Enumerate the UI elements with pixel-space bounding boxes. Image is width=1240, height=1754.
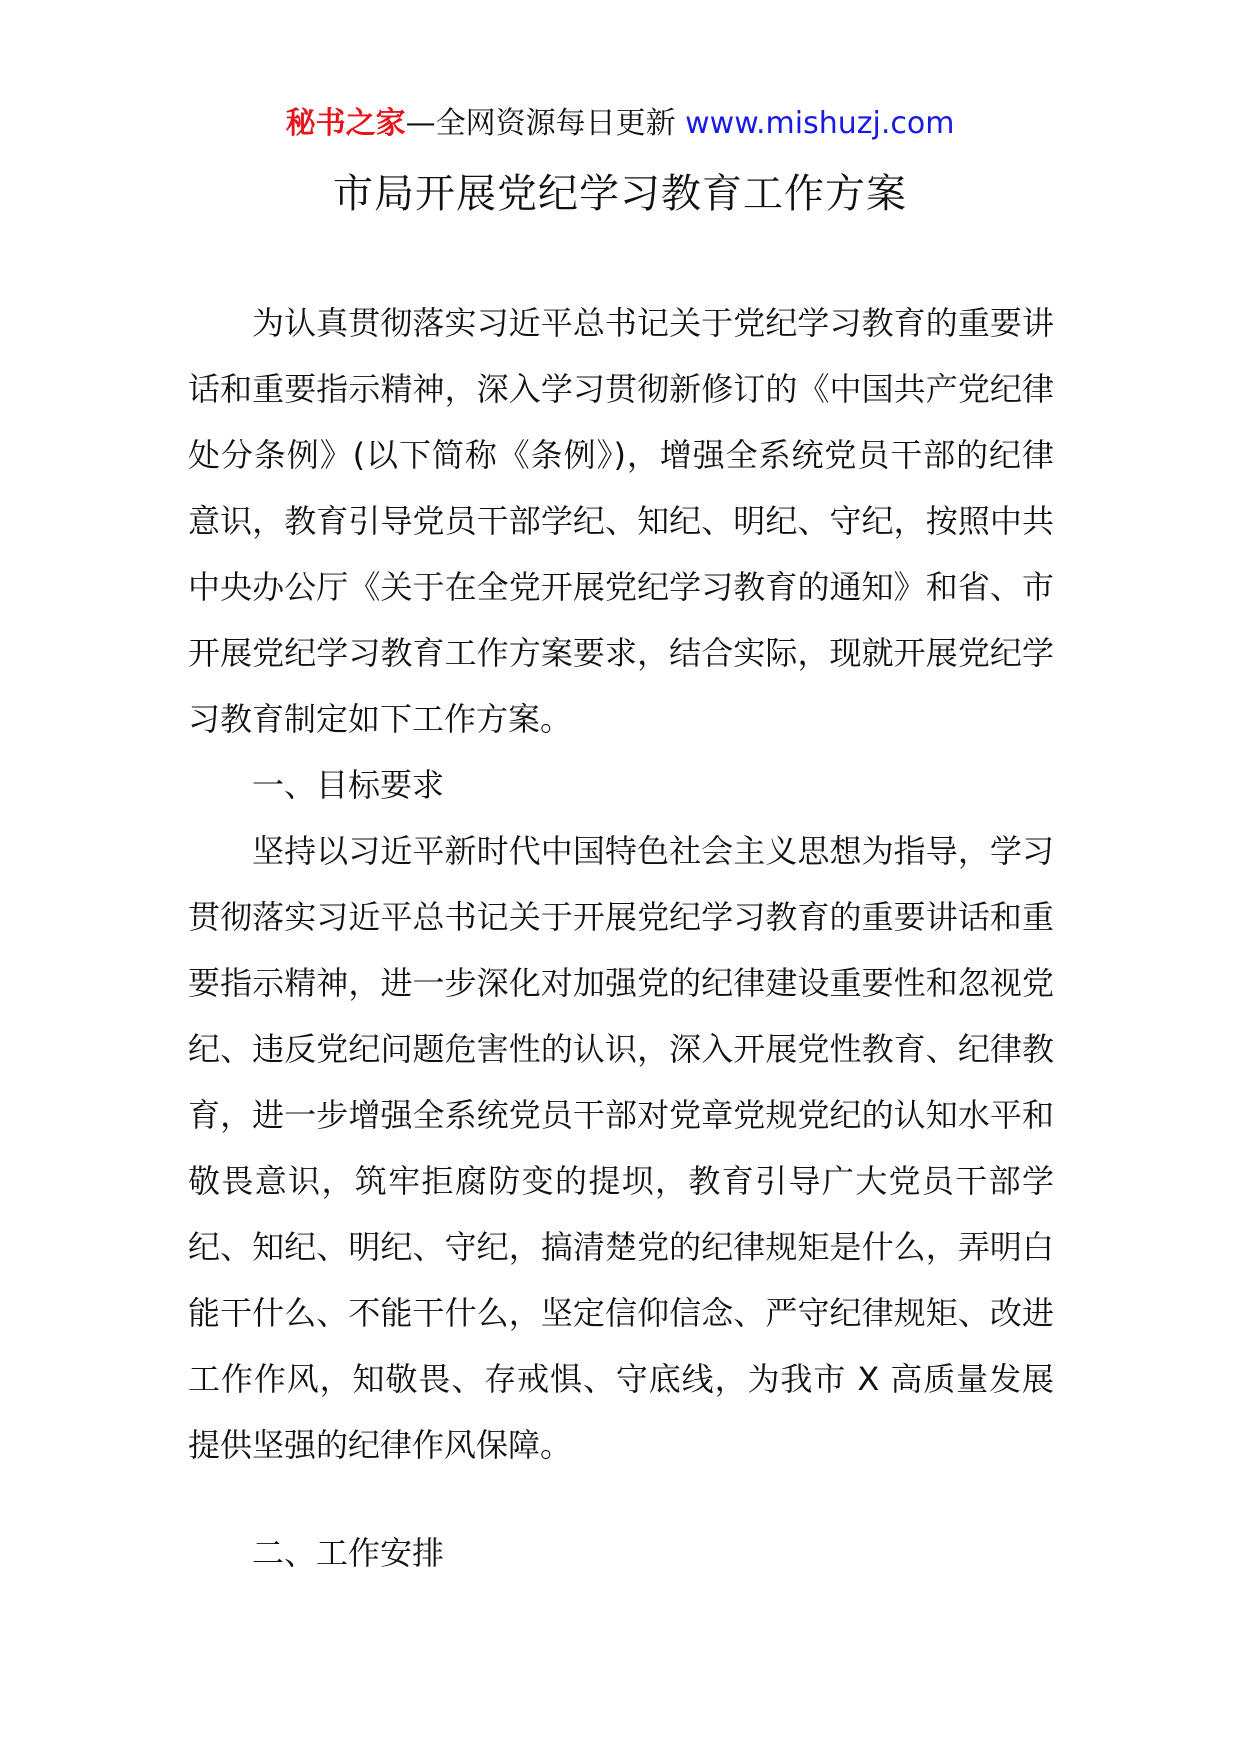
document-title: 市局开展党纪学习教育工作方案: [333, 171, 907, 217]
brand-name: 秘书之家: [285, 106, 406, 141]
site-header: [0, 104, 1240, 144]
goals-paragraph: 坚持以习近平新时代中国特色社会主义思想为指导，学习贯彻落实习近平总书记关于开展党纪学习教育的重要讲话和重要指示精神，进一步深化对加强党的纪律建设重要性和忽视党纪、违反党纪问题危害性的认识，深入开展党性教育、纪律教育，进一步增强全系统党员干部对党章党规党纪的认知水平和敬畏意识，筑牢拒腐防变的提坝，教育引导广大党员干部学纪、知纪、明纪、守纪，搞清楚党的纪律规矩是什么，弄明白能干什么、不能干什么，坚定信仰信念、严守纪律规矩、改进工作作风，知敬畏、存戒惧、守底线，为我市 X 高质量发展提供坚强的纪律作风保障。: [188, 832, 1054, 1464]
section-heading-work-arrangement: 二、工作安排: [252, 1534, 445, 1572]
section-heading-goals: 一、目标要求: [252, 766, 445, 804]
intro-paragraph: 为认真贯彻落实习近平总书记关于党纪学习教育的重要讲话和重要指示精神，深入学习贯彻新修订的《中国共产党纪律处分条例》(以下简称《条例》)，增强全系统党员干部的纪律意识，教育引导党员干部学纪、知纪、明纪、守纪，按照中共中央办公厅《关于在全党开展党纪学习教育的通知》和省、市开展党纪学习教育工作方案要求，结合实际，现就开展党纪学习教育制定如下工作方案。: [188, 304, 1054, 738]
header-slogan: —全网资源每日更新: [405, 106, 676, 141]
site-url-link[interactable]: www.mishuzj.com: [685, 106, 955, 141]
